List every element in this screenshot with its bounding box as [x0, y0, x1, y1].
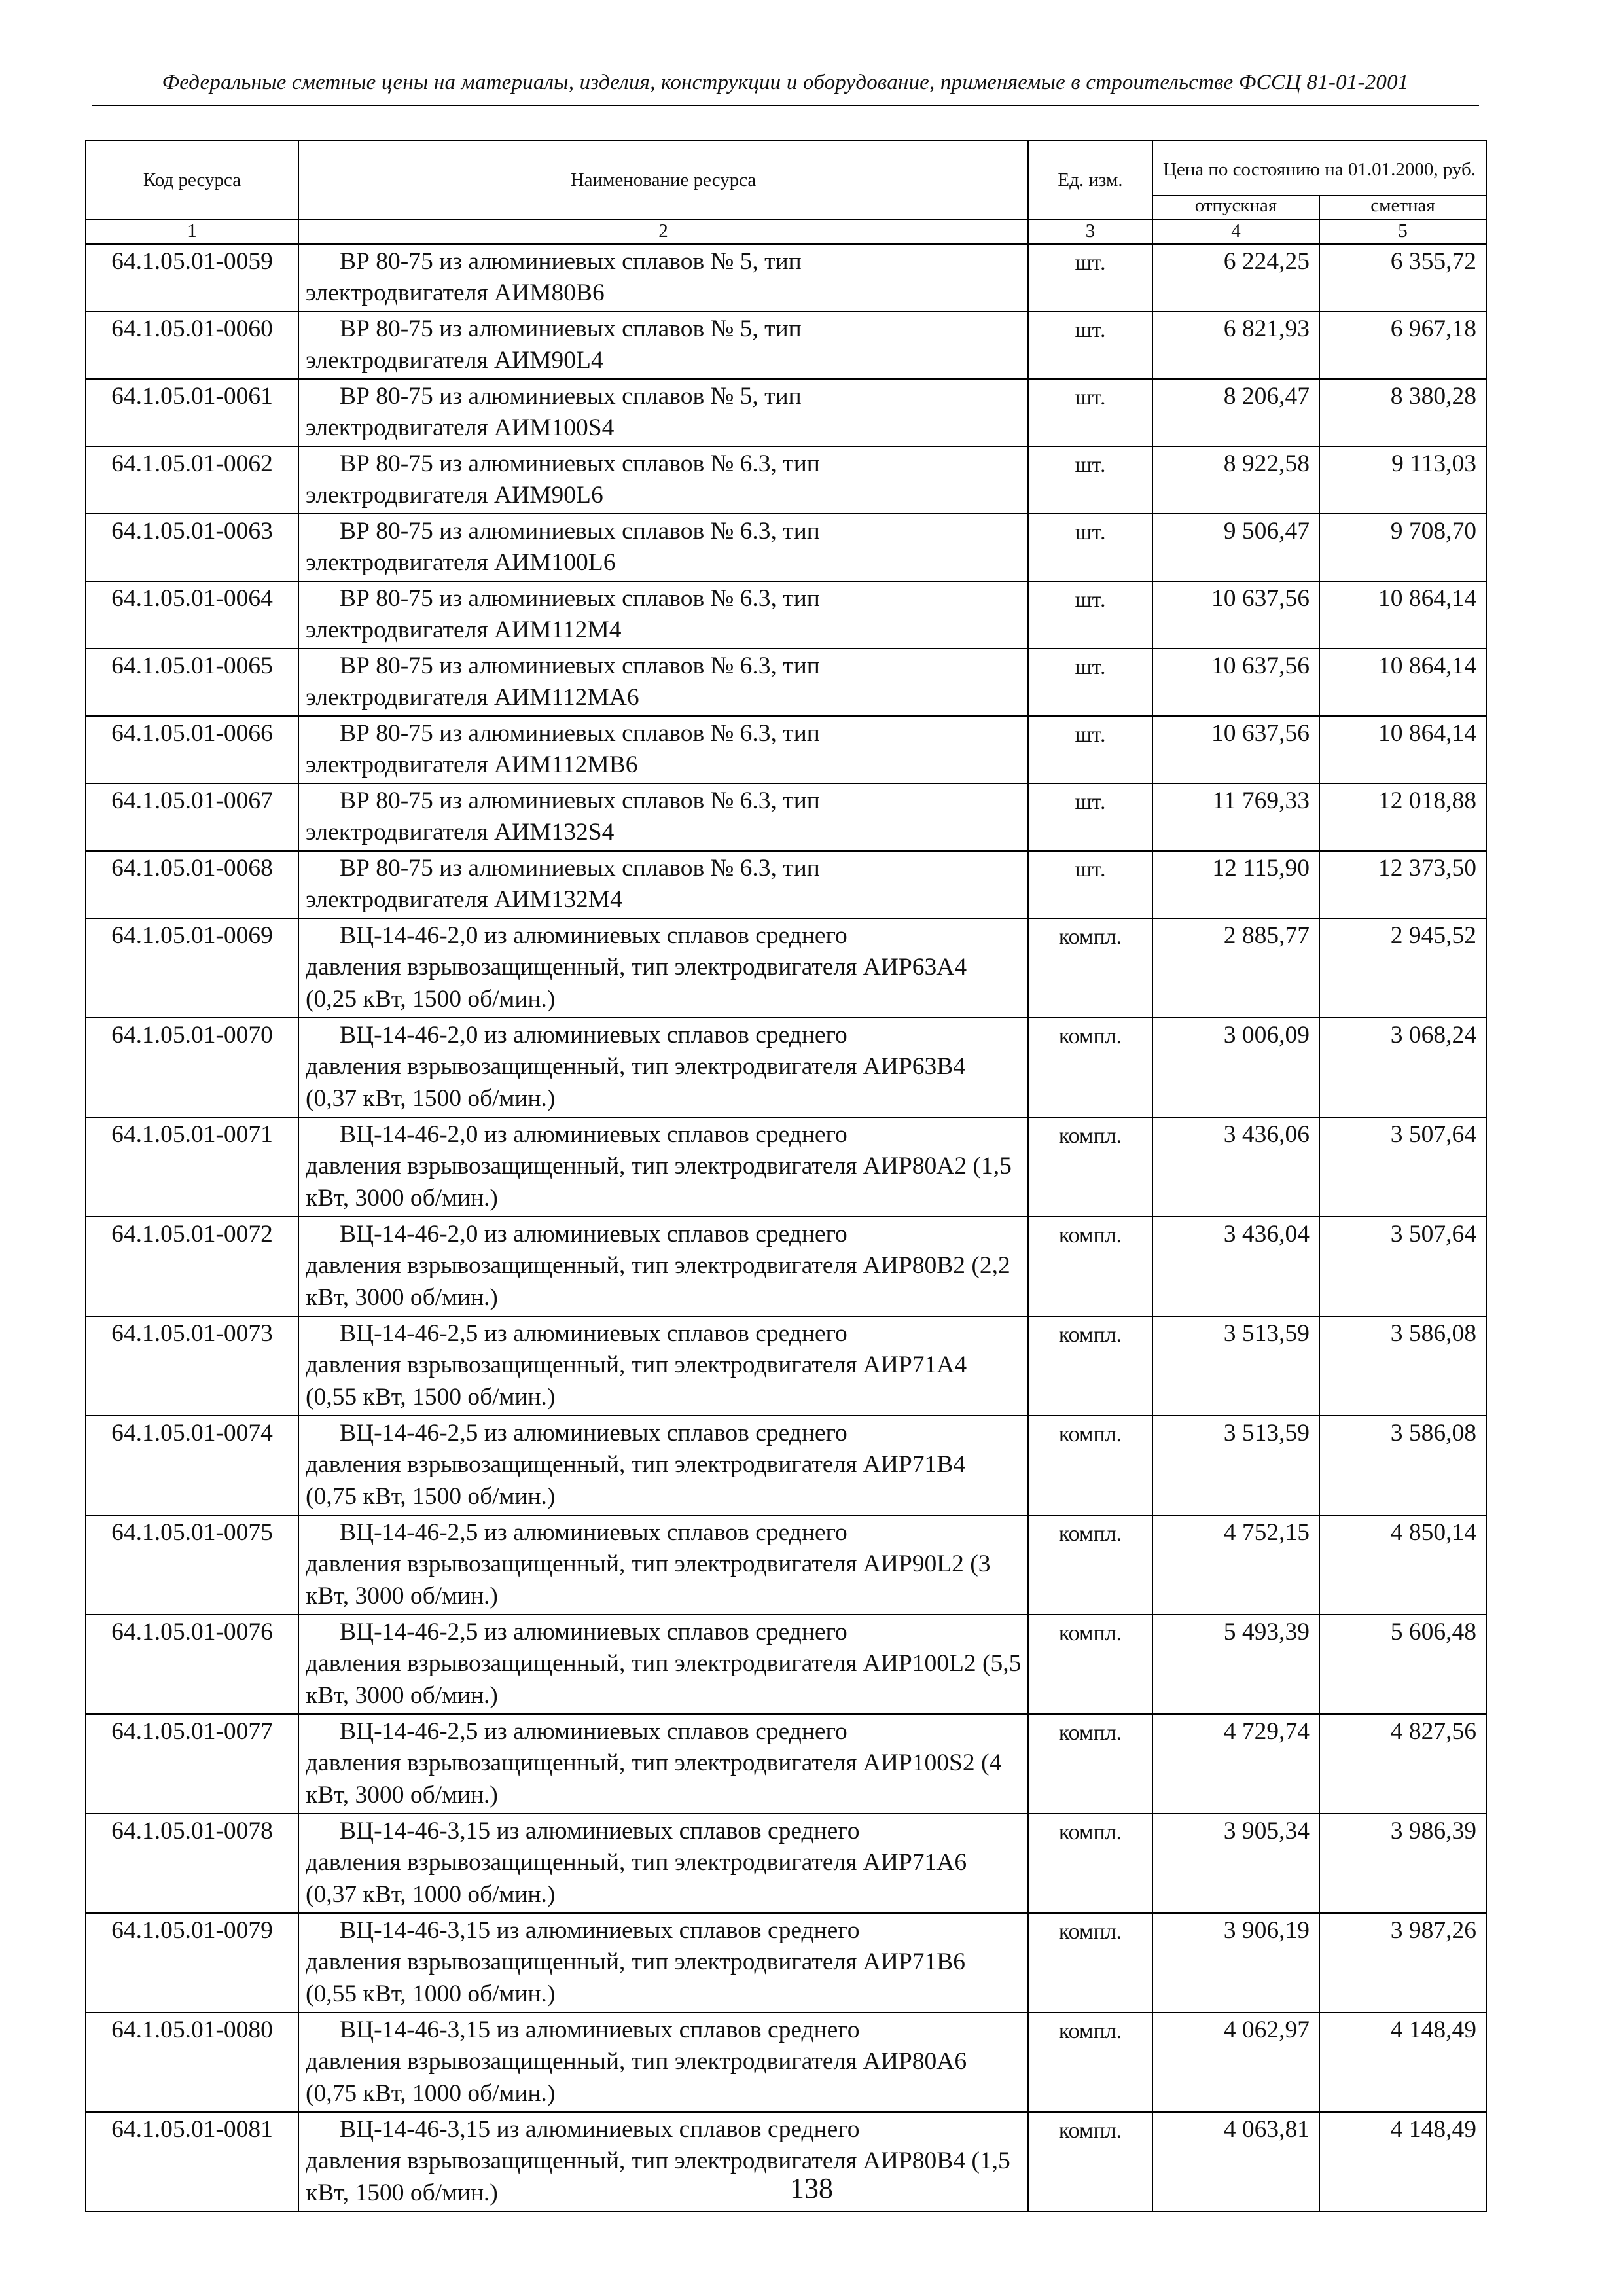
- table-row: [86, 649, 1486, 716]
- resource-name-rest: давления взрывозащищенный, тип электродвигателя АИР80А2 (1,5 кВт, 3000 об/мин.): [306, 1153, 1012, 1211]
- table-row: [86, 783, 1486, 851]
- estimate-price: 12 018,88: [1319, 783, 1486, 851]
- resource-name: [298, 1913, 1028, 2013]
- unit: компл.: [1028, 1515, 1152, 1615]
- resource-name-line: ВР 80-75 из алюминиевых сплавов № 5, тип: [340, 315, 802, 342]
- resource-code: 64.1.05.01-0065: [86, 649, 298, 716]
- resource-code: 64.1.05.01-0077: [86, 1714, 298, 1814]
- table-row: [86, 1714, 1486, 1814]
- estimate-price: 5 606,48: [1319, 1615, 1486, 1714]
- table-row: [86, 1217, 1486, 1316]
- resource-name-rest: электродвигателя АИМ112МВ6: [306, 751, 638, 779]
- table-row: [86, 1814, 1486, 1913]
- estimate-price: 4 850,14: [1319, 1515, 1486, 1615]
- table-row: [86, 379, 1486, 446]
- resource-name-line: ВЦ-14-46-3,15 из алюминиевых сплавов среднего: [340, 1917, 860, 1944]
- release-price: 11 769,33: [1152, 783, 1319, 851]
- resource-name: [298, 783, 1028, 851]
- resource-name-rest: давления взрывозащищенный, тип электродвигателя АИР80В4 (1,5 кВт, 1500 об/мин.): [306, 2147, 1010, 2206]
- resource-code: 64.1.05.01-0076: [86, 1615, 298, 1714]
- release-price: 3 905,34: [1152, 1814, 1319, 1913]
- release-price: 4 752,15: [1152, 1515, 1319, 1615]
- resource-name: [298, 581, 1028, 649]
- resource-name: [298, 244, 1028, 312]
- resource-code: 64.1.05.01-0063: [86, 514, 298, 581]
- col-header-release: отпускная: [1152, 196, 1319, 219]
- resource-name-rest: давления взрывозащищенный, тип электродвигателя АИР71В4 (0,75 кВт, 1500 об/мин.): [306, 1451, 966, 1510]
- release-price: 3 513,59: [1152, 1316, 1319, 1416]
- resource-code: 64.1.05.01-0075: [86, 1515, 298, 1615]
- resource-name-rest: электродвигателя АИМ132М4: [306, 886, 622, 914]
- estimate-price: 3 986,39: [1319, 1814, 1486, 1913]
- resource-code: 64.1.05.01-0062: [86, 446, 298, 514]
- price-table: [85, 140, 1487, 2212]
- resource-name: [298, 514, 1028, 581]
- col-header-code: Код ресурса: [86, 141, 298, 219]
- resource-name: [298, 1615, 1028, 1714]
- estimate-price: 9 708,70: [1319, 514, 1486, 581]
- estimate-price: 8 380,28: [1319, 379, 1486, 446]
- table-row: [86, 514, 1486, 581]
- resource-name-line: ВР 80-75 из алюминиевых сплавов № 6.3, тип: [340, 518, 820, 545]
- resource-code: 64.1.05.01-0067: [86, 783, 298, 851]
- estimate-price: 9 113,03: [1319, 446, 1486, 514]
- release-price: 4 062,97: [1152, 2013, 1319, 2112]
- resource-code: 64.1.05.01-0068: [86, 851, 298, 918]
- resource-name-rest: электродвигателя АИМ100S4: [306, 414, 615, 442]
- unit: шт.: [1028, 244, 1152, 312]
- resource-name: [298, 1416, 1028, 1515]
- resource-name-line: ВЦ-14-46-2,5 из алюминиевых сплавов среднего: [340, 1420, 847, 1446]
- col-number: 4: [1152, 219, 1319, 244]
- resource-name-rest: электродвигателя АИМ112МА6: [306, 684, 639, 711]
- resource-name: [298, 1117, 1028, 1217]
- release-price: 6 224,25: [1152, 244, 1319, 312]
- table-row: [86, 312, 1486, 379]
- resource-code: 64.1.05.01-0073: [86, 1316, 298, 1416]
- unit: шт.: [1028, 446, 1152, 514]
- resource-name: [298, 1018, 1028, 1117]
- resource-name: [298, 851, 1028, 918]
- resource-name-rest: давления взрывозащищенный, тип электродвигателя АИР80А6 (0,75 кВт, 1000 об/мин.): [306, 2048, 967, 2107]
- estimate-price: 4 148,49: [1319, 2013, 1486, 2112]
- estimate-price: 6 355,72: [1319, 244, 1486, 312]
- unit: компл.: [1028, 1913, 1152, 2013]
- resource-name-line: ВЦ-14-46-2,5 из алюминиевых сплавов среднего: [340, 1718, 847, 1745]
- col-header-unit: Ед. изм.: [1028, 141, 1152, 219]
- estimate-price: 3 068,24: [1319, 1018, 1486, 1117]
- page-number: 138: [790, 2172, 833, 2204]
- unit: компл.: [1028, 1018, 1152, 1117]
- release-price: 10 637,56: [1152, 716, 1319, 783]
- release-price: 6 821,93: [1152, 312, 1319, 379]
- estimate-price: 6 967,18: [1319, 312, 1486, 379]
- release-price: 3 006,09: [1152, 1018, 1319, 1117]
- col-header-price-group: Цена по состоянию на 01.01.2000, руб.: [1152, 141, 1486, 196]
- unit: компл.: [1028, 1615, 1152, 1714]
- table-row: [86, 581, 1486, 649]
- release-price: 8 922,58: [1152, 446, 1319, 514]
- resource-name-line: ВЦ-14-46-2,0 из алюминиевых сплавов среднего: [340, 1121, 847, 1148]
- resource-name-line: ВЦ-14-46-3,15 из алюминиевых сплавов среднего: [340, 2116, 860, 2143]
- unit: компл.: [1028, 1316, 1152, 1416]
- resource-name-line: ВЦ-14-46-2,0 из алюминиевых сплавов среднего: [340, 1221, 847, 1247]
- table-row: [86, 1316, 1486, 1416]
- resource-name-line: ВЦ-14-46-2,0 из алюминиевых сплавов среднего: [340, 922, 847, 949]
- resource-name: [298, 1814, 1028, 1913]
- resource-name: [298, 1714, 1028, 1814]
- estimate-price: 4 148,49: [1319, 2112, 1486, 2212]
- release-price: 3 513,59: [1152, 1416, 1319, 1515]
- unit: шт.: [1028, 514, 1152, 581]
- table-row: [86, 1416, 1486, 1515]
- resource-name-line: ВР 80-75 из алюминиевых сплавов № 5, тип: [340, 383, 802, 410]
- resource-code: 64.1.05.01-0078: [86, 1814, 298, 1913]
- resource-name-line: ВР 80-75 из алюминиевых сплавов № 6.3, тип: [340, 720, 820, 747]
- table-row: [86, 851, 1486, 918]
- resource-name-line: ВЦ-14-46-2,5 из алюминиевых сплавов среднего: [340, 1619, 847, 1645]
- release-price: 5 493,39: [1152, 1615, 1319, 1714]
- estimate-price: 3 987,26: [1319, 1913, 1486, 2013]
- resource-code: 64.1.05.01-0064: [86, 581, 298, 649]
- estimate-price: 3 507,64: [1319, 1217, 1486, 1316]
- resource-code: 64.1.05.01-0061: [86, 379, 298, 446]
- unit: шт.: [1028, 783, 1152, 851]
- estimate-price: 4 827,56: [1319, 1714, 1486, 1814]
- table-row: [86, 716, 1486, 783]
- unit: шт.: [1028, 379, 1152, 446]
- table-row: [86, 1515, 1486, 1615]
- resource-name: [298, 1217, 1028, 1316]
- col-number: 2: [298, 219, 1028, 244]
- estimate-price: 10 864,14: [1319, 581, 1486, 649]
- resource-name-rest: давления взрывозащищенный, тип электродвигателя АИР100S2 (4 кВт, 3000 об/мин.): [306, 1749, 1002, 1808]
- resource-code: 64.1.05.01-0074: [86, 1416, 298, 1515]
- resource-code: 64.1.05.01-0066: [86, 716, 298, 783]
- unit: шт.: [1028, 851, 1152, 918]
- release-price: 9 506,47: [1152, 514, 1319, 581]
- resource-name-line: ВР 80-75 из алюминиевых сплавов № 6.3, тип: [340, 787, 820, 814]
- resource-name-line: ВЦ-14-46-2,0 из алюминиевых сплавов среднего: [340, 1022, 847, 1049]
- release-price: 3 436,06: [1152, 1117, 1319, 1217]
- unit: шт.: [1028, 649, 1152, 716]
- resource-name: [298, 379, 1028, 446]
- estimate-price: 3 586,08: [1319, 1416, 1486, 1515]
- estimate-price: 3 507,64: [1319, 1117, 1486, 1217]
- resource-code: 64.1.05.01-0070: [86, 1018, 298, 1117]
- col-number: 1: [86, 219, 298, 244]
- unit: шт.: [1028, 716, 1152, 783]
- resource-name-line: ВЦ-14-46-3,15 из алюминиевых сплавов среднего: [340, 2017, 860, 2043]
- resource-name-rest: давления взрывозащищенный, тип электродвигателя АИР63В4 (0,37 кВт, 1500 об/мин.): [306, 1053, 966, 1112]
- resource-name-rest: электродвигателя АИМ100L6: [306, 549, 616, 577]
- estimate-price: 3 586,08: [1319, 1316, 1486, 1416]
- resource-name-line: ВЦ-14-46-2,5 из алюминиевых сплавов среднего: [340, 1519, 847, 1546]
- estimate-price: 2 945,52: [1319, 918, 1486, 1018]
- resource-name: [298, 312, 1028, 379]
- resource-name-line: ВЦ-14-46-3,15 из алюминиевых сплавов среднего: [340, 1818, 860, 1844]
- col-header-name: Наименование ресурса: [298, 141, 1028, 219]
- resource-name: [298, 1515, 1028, 1615]
- resource-code: 64.1.05.01-0060: [86, 312, 298, 379]
- resource-code: 64.1.05.01-0081: [86, 2112, 298, 2212]
- table-row: [86, 918, 1486, 1018]
- unit: компл.: [1028, 1416, 1152, 1515]
- table-row: [86, 244, 1486, 312]
- resource-name-rest: давления взрывозащищенный, тип электродвигателя АИР80В2 (2,2 кВт, 3000 об/мин.): [306, 1252, 1010, 1311]
- table-row: [86, 2013, 1486, 2112]
- release-price: 4 063,81: [1152, 2112, 1319, 2212]
- running-header: Федеральные сметные цены на материалы, изделия, конструкции и оборудование, применяемые в строительстве ФССЦ 81-01-2001: [162, 71, 1409, 94]
- table-row: [86, 1913, 1486, 2013]
- resource-name-rest: электродвигателя АИМ90L4: [306, 347, 603, 374]
- resource-code: 64.1.05.01-0069: [86, 918, 298, 1018]
- unit: компл.: [1028, 1117, 1152, 1217]
- unit: компл.: [1028, 1217, 1152, 1316]
- release-price: 12 115,90: [1152, 851, 1319, 918]
- resource-name-line: ВЦ-14-46-2,5 из алюминиевых сплавов среднего: [340, 1320, 847, 1347]
- resource-name-rest: электродвигателя АИМ112М4: [306, 617, 622, 644]
- release-price: 10 637,56: [1152, 649, 1319, 716]
- estimate-price: 10 864,14: [1319, 649, 1486, 716]
- estimate-price: 10 864,14: [1319, 716, 1486, 783]
- resource-name-rest: давления взрывозащищенный, тип электродвигателя АИР71В6 (0,55 кВт, 1000 об/мин.): [306, 1948, 966, 2007]
- unit: компл.: [1028, 918, 1152, 1018]
- table-row: [86, 1615, 1486, 1714]
- resource-name-line: ВР 80-75 из алюминиевых сплавов № 6.3, тип: [340, 653, 820, 679]
- resource-code: 64.1.05.01-0079: [86, 1913, 298, 2013]
- resource-name: [298, 716, 1028, 783]
- resource-code: 64.1.05.01-0080: [86, 2013, 298, 2112]
- resource-name: [298, 1316, 1028, 1416]
- resource-name-line: ВР 80-75 из алюминиевых сплавов № 6.3, тип: [340, 855, 820, 882]
- resource-name-rest: электродвигателя АИМ132S4: [306, 819, 615, 846]
- unit: компл.: [1028, 1714, 1152, 1814]
- resource-name: [298, 649, 1028, 716]
- resource-code: 64.1.05.01-0059: [86, 244, 298, 312]
- unit: компл.: [1028, 2013, 1152, 2112]
- col-number: 5: [1319, 219, 1486, 244]
- header-rule: [92, 105, 1479, 106]
- col-number: 3: [1028, 219, 1152, 244]
- resource-name-line: ВР 80-75 из алюминиевых сплавов № 6.3, тип: [340, 450, 820, 477]
- resource-name-rest: давления взрывозащищенный, тип электродвигателя АИР71А4 (0,55 кВт, 1500 об/мин.): [306, 1352, 967, 1410]
- resource-name: [298, 2013, 1028, 2112]
- resource-name-rest: электродвигателя АИМ80В6: [306, 279, 605, 307]
- table-row: [86, 446, 1486, 514]
- resource-name-line: ВР 80-75 из алюминиевых сплавов № 5, тип: [340, 248, 802, 275]
- unit: компл.: [1028, 2112, 1152, 2212]
- resource-name-line: ВР 80-75 из алюминиевых сплавов № 6.3, тип: [340, 585, 820, 612]
- resource-name: [298, 446, 1028, 514]
- resource-code: 64.1.05.01-0072: [86, 1217, 298, 1316]
- release-price: 2 885,77: [1152, 918, 1319, 1018]
- col-header-estimate: сметная: [1319, 196, 1486, 219]
- unit: шт.: [1028, 581, 1152, 649]
- unit: компл.: [1028, 1814, 1152, 1913]
- resource-name-rest: давления взрывозащищенный, тип электродвигателя АИР71А6 (0,37 кВт, 1000 об/мин.): [306, 1849, 967, 1908]
- unit: шт.: [1028, 312, 1152, 379]
- release-price: 8 206,47: [1152, 379, 1319, 446]
- release-price: 3 906,19: [1152, 1913, 1319, 2013]
- resource-code: 64.1.05.01-0071: [86, 1117, 298, 1217]
- release-price: 3 436,04: [1152, 1217, 1319, 1316]
- release-price: 10 637,56: [1152, 581, 1319, 649]
- resource-name-rest: давления взрывозащищенный, тип электродвигателя АИР100L2 (5,5 кВт, 3000 об/мин.): [306, 1650, 1022, 1709]
- resource-name-rest: давления взрывозащищенный, тип электродвигателя АИР63А4 (0,25 кВт, 1500 об/мин.): [306, 954, 967, 1013]
- estimate-price: 12 373,50: [1319, 851, 1486, 918]
- table-row: [86, 1018, 1486, 1117]
- resource-name: [298, 918, 1028, 1018]
- release-price: 4 729,74: [1152, 1714, 1319, 1814]
- resource-name-rest: электродвигателя АИМ90L6: [306, 482, 603, 509]
- resource-name-rest: давления взрывозащищенный, тип электродвигателя АИР90L2 (3 кВт, 3000 об/мин.): [306, 1551, 991, 1609]
- table-row: [86, 1117, 1486, 1217]
